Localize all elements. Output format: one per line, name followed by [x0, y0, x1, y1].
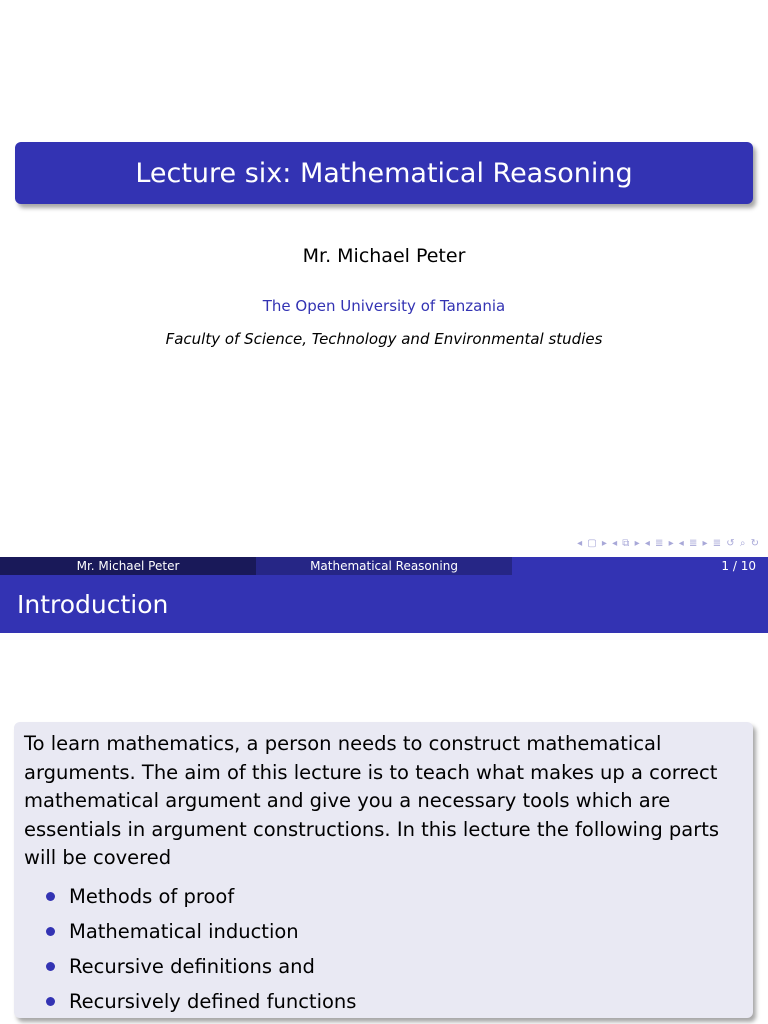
block-paragraph: To learn mathematics, a person needs to construct mathematical arguments. The aim of this lecture is to teach what makes up a correct mathematical argument and give you a necessary tools which are essentials in argument constructions. In this lecture the following parts will be covered: [24, 732, 720, 869]
bullet-icon: [46, 892, 55, 901]
list-item-text: Recursively defined functions: [69, 989, 357, 1013]
frame-title-bar: [0, 575, 768, 633]
institute-name: The Open University of Tanzania: [262, 297, 506, 315]
lecture-title: Lecture six: Mathematical Reasoning: [135, 157, 633, 189]
footer-page-number: 1 / 10: [512, 557, 768, 575]
list-item: [46, 984, 743, 1019]
list-item-text: Methods of proof: [69, 884, 235, 908]
footer-title: Mathematical Reasoning: [256, 557, 512, 575]
author-name: Mr. Michael Peter: [302, 245, 466, 267]
list-item-text: Mathematical induction: [69, 919, 299, 943]
list-item: [46, 879, 743, 914]
faculty-name: Faculty of Science, Technology and Environmental studies: [165, 330, 603, 348]
title-box: [15, 142, 753, 204]
footline: [0, 557, 768, 575]
bullet-icon: [46, 962, 55, 971]
footer-author: Mr. Michael Peter: [0, 557, 256, 575]
topic-list: [46, 879, 743, 1019]
beamer-navigation-symbols[interactable]: ◂ ▢ ▸ ◂ ⧉ ▸ ◂ ≣ ▸ ◂ ≣ ▸ ≣ ↺ ⌕ ↻: [577, 538, 760, 549]
list-item: [46, 914, 743, 949]
list-item: [46, 949, 743, 984]
content-block: [14, 722, 753, 1018]
bullet-icon: [46, 927, 55, 936]
bullet-icon: [46, 997, 55, 1006]
frame-title: Introduction: [17, 589, 169, 619]
list-item-text: Recursive definitions and: [69, 954, 315, 978]
